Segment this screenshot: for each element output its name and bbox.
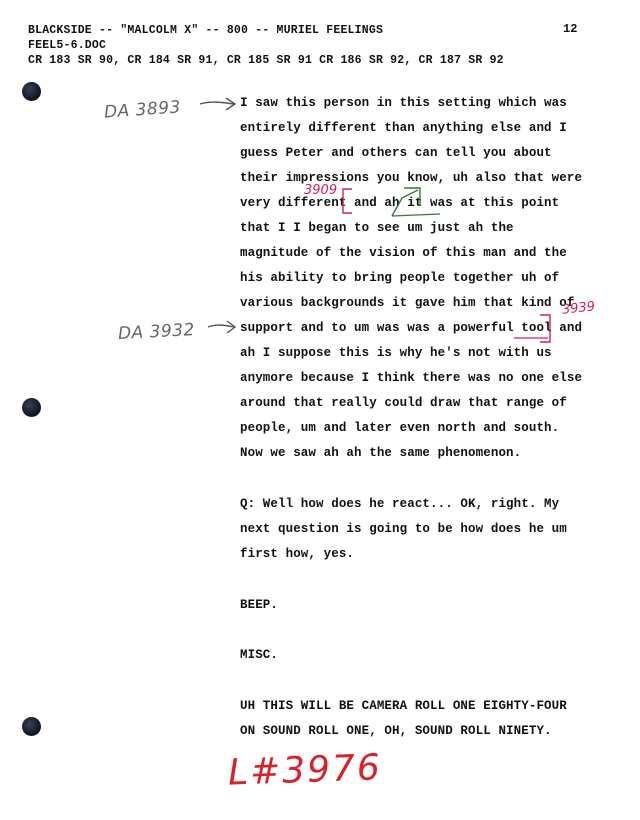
arrow-icon <box>200 98 235 110</box>
question-line: Q: Well how does he react... OK, right. My <box>240 497 560 511</box>
header-filename: FEEL5-6.DOC <box>28 39 107 52</box>
handwritten-log-number: L#3976 <box>227 747 383 794</box>
misc-line: MISC. <box>240 648 279 662</box>
handwritten-da-first: DA 3893 <box>103 97 182 123</box>
transcript-line: very different and ah it was at this point <box>240 196 560 210</box>
question-line: next question is going to be how does he um <box>240 522 567 536</box>
closing-line: ON SOUND ROLL ONE, OH, SOUND ROLL NINETY. <box>240 724 552 738</box>
transcript-line: support and to um was was a powerful tool and <box>240 321 583 335</box>
transcript-line: entirely different than anything else and I <box>240 121 567 135</box>
underline-mark <box>392 214 440 216</box>
transcript-line: around that really could draw that range of <box>240 396 567 410</box>
arrow-icon <box>208 321 235 333</box>
transcript-line: that I I began to see um just ah the <box>240 221 514 235</box>
handwritten-timecode-second: 3939 <box>561 299 596 318</box>
transcript-line: I saw this person in this setting which was <box>240 96 567 110</box>
closing-line: UH THIS WILL BE CAMERA ROLL ONE EIGHTY-FOUR <box>240 699 567 713</box>
transcript-line: people, um and later even north and south. <box>240 421 560 435</box>
header-title: BLACKSIDE -- "MALCOLM X" -- 800 -- MURIEL FEELINGS <box>28 24 384 37</box>
handwritten-timecode-first: 3909 <box>304 183 338 198</box>
question-line: first how, yes. <box>240 547 355 561</box>
transcript-line: magnitude of the vision of this man and the <box>240 246 567 260</box>
transcript-line: various backgrounds it gave him that kind of <box>240 296 575 310</box>
check-mark <box>392 190 418 216</box>
transcript-line: ah I suppose this is why he's not with us <box>240 346 552 360</box>
handwritten-da-second: DA 3932 <box>117 320 196 344</box>
transcript-line: their impressions you know, uh also that were <box>240 171 583 185</box>
transcript-line: guess Peter and others can tell you about <box>240 146 552 160</box>
transcript-line: his ability to bring people together uh of <box>240 271 560 285</box>
beep-line: BEEP. <box>240 598 279 612</box>
transcript-line: Now we saw ah ah the same phenomenon. <box>240 446 522 460</box>
bracket-mark <box>343 189 352 213</box>
transcript-line: anymore because I think there was no one else <box>240 371 583 385</box>
header-roll-list: CR 183 SR 90, CR 184 SR 91, CR 185 SR 91 CR 186 SR 92, CR 187 SR 92 <box>28 54 504 67</box>
page-number: 12 <box>563 22 578 36</box>
